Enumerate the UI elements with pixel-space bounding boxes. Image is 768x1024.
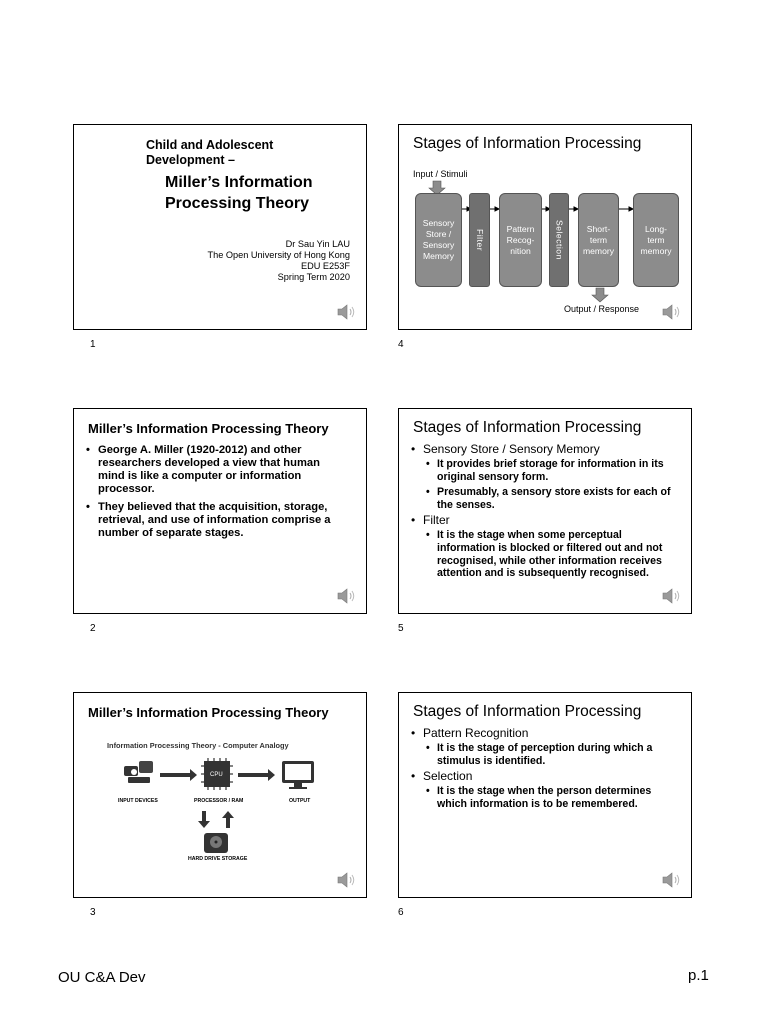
speaker-icon[interactable] xyxy=(336,871,358,889)
slide-4-title: Stages of Information Processing xyxy=(413,135,642,152)
figure-graphics xyxy=(104,741,334,871)
hard-drive-icon xyxy=(204,833,228,853)
slide-1-title xyxy=(165,172,313,214)
slide-3 xyxy=(73,692,367,898)
speaker-icon[interactable] xyxy=(661,303,683,321)
sub-list-item: • It is the stage when the person determines which information is to be remembered. xyxy=(423,785,679,810)
output-label: OUTPUT xyxy=(289,798,311,804)
slide-number-2: 2 xyxy=(90,623,96,634)
slide-2-bullets xyxy=(84,444,346,545)
slide-4 xyxy=(398,124,692,330)
stage-box-filter: Filter xyxy=(469,193,490,287)
stage-box-short-term-memory: Short- term memory xyxy=(578,193,619,287)
input-devices-icon xyxy=(124,761,153,783)
slide-5-bullets xyxy=(409,443,679,583)
speaker-icon[interactable] xyxy=(336,303,358,321)
cpu-label: CPU xyxy=(210,772,223,778)
figure-title: Information Processing Theory - Computer Analogy xyxy=(107,741,289,750)
term: Spring Term 2020 xyxy=(277,272,350,282)
course-code: EDU E253F xyxy=(300,261,350,271)
slide-number-4: 4 xyxy=(398,339,404,350)
slide-6-bullets xyxy=(409,727,679,813)
input-devices-label: INPUT DEVICES xyxy=(118,798,158,804)
slide-1-title-line-2: Processing Theory xyxy=(165,195,310,212)
footer-page-number: p.1 xyxy=(688,967,709,984)
sub-list-item: • It is the stage of perception during which a stimulus is identified. xyxy=(423,742,679,767)
slide-5-title: Stages of Information Processing xyxy=(413,419,642,436)
list-item: • Sensory Store / Sensory Memory • It provides brief storage for information in its original sensory form. • Presumably, a sensory store exists for each of the senses. xyxy=(409,443,679,511)
slide-3-title: Miller’s Information Processing Theory xyxy=(88,705,329,720)
slide-number-6: 6 xyxy=(398,907,404,918)
slide-number-1: 1 xyxy=(90,339,96,350)
stage-box-pattern-recognition: Pattern Recog- nition xyxy=(499,193,542,287)
list-item: • Filter • It is the stage when some perceptual information is blocked or filtered out and not recognised, while other information receives attention and is subsequently recognised. xyxy=(409,514,679,579)
output-label: Output / Response xyxy=(564,304,640,314)
speaker-icon[interactable] xyxy=(336,587,358,605)
computer-analogy-figure xyxy=(104,741,334,871)
university-name: The Open University of Hong Kong xyxy=(207,250,350,260)
processor-label: PROCESSOR / RAM xyxy=(194,798,244,804)
slide-6 xyxy=(398,692,692,898)
slide-1 xyxy=(73,124,367,330)
stage-box-selection: Selection xyxy=(549,193,569,287)
slide-5 xyxy=(398,408,692,614)
stage-box-sensory-memory: Sensory Store / Sensory Memory xyxy=(415,193,462,287)
speaker-icon[interactable] xyxy=(661,871,683,889)
sub-list-item: • Presumably, a sensory store exists for each of the senses. xyxy=(423,486,679,511)
monitor-icon xyxy=(282,761,314,789)
slide-2 xyxy=(73,408,367,614)
author-name: Dr Sau Yin LAU xyxy=(285,239,350,249)
slide-6-title: Stages of Information Processing xyxy=(413,703,642,720)
list-item: • Selection • It is the stage when the person determines which information is to be remembered. xyxy=(409,770,679,810)
list-item: • They believed that the acquisition, storage, retrieval, and use of information comprise a number of separate stages. xyxy=(84,501,346,540)
slide-1-author-block xyxy=(208,239,350,283)
sub-list-item: • It provides brief storage for information in its original sensory form. xyxy=(423,458,679,483)
speaker-icon[interactable] xyxy=(661,587,683,605)
sub-list-item: • It is the stage when some perceptual information is blocked or filtered out and not recognised, while other information receives attention and is subsequently recognised. xyxy=(423,529,679,579)
list-item: • George A. Miller (1920-2012) and other researchers developed a view that human mind is like a computer or information processor. xyxy=(84,444,346,496)
list-item: • Pattern Recognition • It is the stage of perception during which a stimulus is identified. xyxy=(409,727,679,767)
slide-number-3: 3 xyxy=(90,907,96,918)
slide-1-title-line-1: Miller’s Information xyxy=(165,174,313,191)
stage-box-long-term-memory: Long- term memory xyxy=(633,193,679,287)
storage-label: HARD DRIVE STORAGE xyxy=(188,856,248,862)
slide-2-title: Miller’s Information Processing Theory xyxy=(88,421,329,436)
footer-course-label: OU C&A Dev xyxy=(58,969,146,986)
slide-1-subtitle: Child and Adolescent Development – xyxy=(146,138,274,167)
input-label: Input / Stimuli xyxy=(413,169,468,179)
slide-number-5: 5 xyxy=(398,623,404,634)
